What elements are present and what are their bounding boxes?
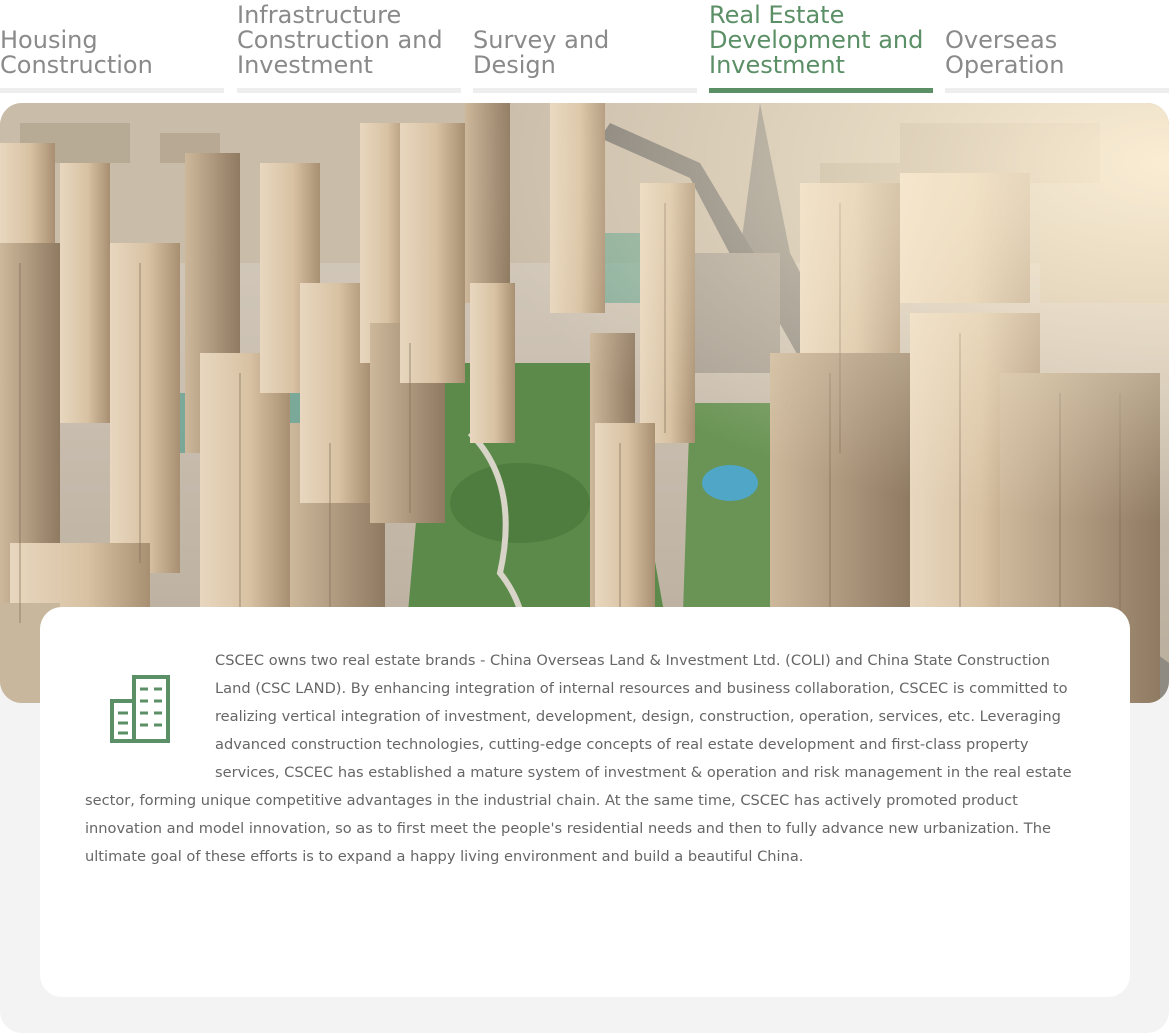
- tab-label: Overseas Operation: [945, 26, 1065, 79]
- tab-survey-design[interactable]: [473, 0, 697, 94]
- tab-underline: [473, 88, 697, 93]
- description-paragraph: [85, 647, 1085, 871]
- tab-label: Infrastructure Construction and Investment: [237, 1, 443, 79]
- tab-underline: [237, 88, 461, 93]
- tab-overseas-operation[interactable]: [945, 0, 1169, 94]
- tab-infrastructure[interactable]: [237, 0, 461, 94]
- icon-spacer: [85, 647, 215, 787]
- tab-real-estate[interactable]: [709, 0, 933, 94]
- description-card: [40, 607, 1130, 997]
- tab-label: Survey and Design: [473, 26, 610, 79]
- business-tabs: [0, 0, 1169, 94]
- tab-label: Real Estate Development and Investment: [709, 1, 924, 79]
- description-text: CSCEC owns two real estate brands - China Overseas Land & Investment Ltd. (COLI) and China State Construction Land (CSC LAND). By enhancing integration of internal resources and business collaboration, CSCEC is committed to realizing vertical integration of investment, development, design, construction, operation, services, etc. Leveraging advanced construction technologies, cutting-edge concepts of real estate development and first-class property services, CSCEC has established a mature system of investment & operation and risk management in the real estate sector, forming unique competitive advantages in the industrial chain. At the same time, CSCEC has actively promoted product innovation and model innovation, so as to first meet the people's residential needs and then to fully advance new urbanization. The ultimate goal of these efforts is to expand a happy living environment and build a beautiful China.: [85, 652, 1072, 865]
- tab-underline: [945, 88, 1169, 93]
- tab-housing-construction[interactable]: [0, 0, 224, 94]
- tab-underline: [0, 88, 224, 93]
- tab-label: Housing Construction: [0, 26, 153, 79]
- tab-underline-active: [709, 88, 933, 93]
